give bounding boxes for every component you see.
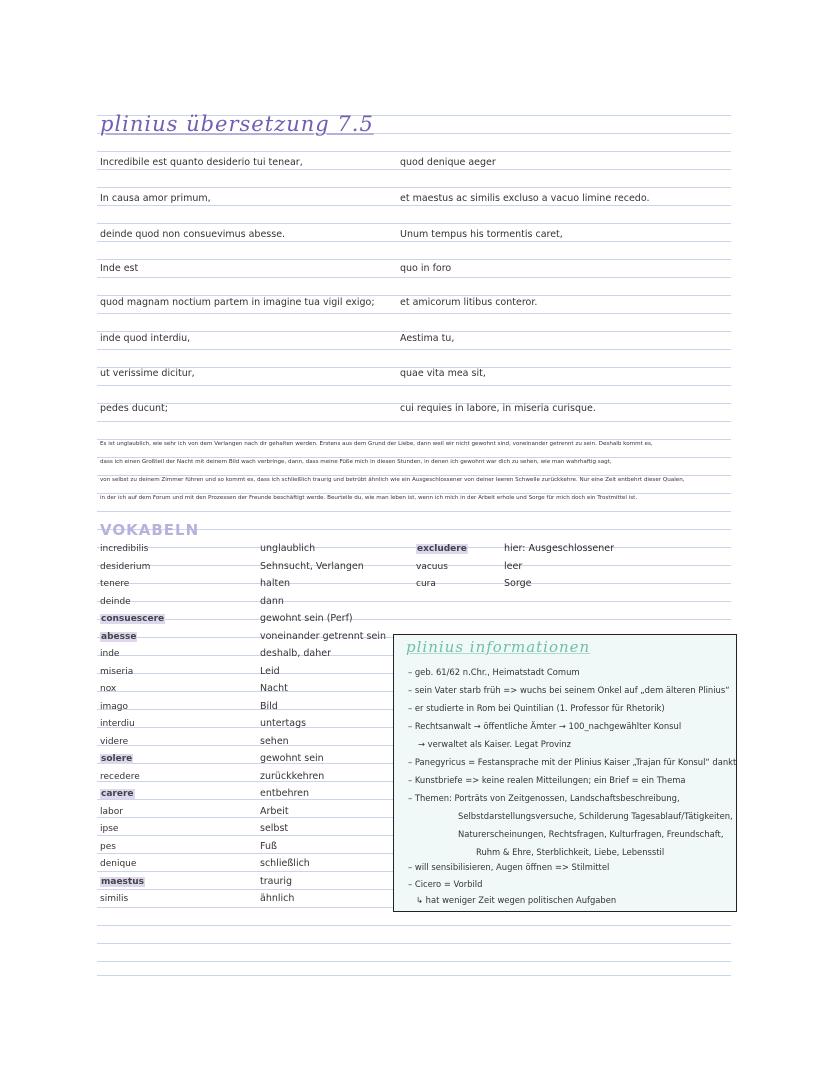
rule-line	[97, 439, 731, 440]
rule-line	[97, 583, 731, 584]
vocab-translation: schließlich	[260, 858, 310, 869]
rule-line	[97, 421, 731, 422]
info-line: Ruhm & Ehre, Sterblichkeit, Liebe, Lebensstil	[476, 847, 665, 857]
vocab-translation: traurig	[260, 876, 293, 887]
rule-line	[97, 619, 731, 620]
latin-line-left: quod magnam noctium partem in imagine tua vigil exigo;	[100, 297, 375, 308]
latin-line-right: et amicorum litibus conteror.	[400, 297, 538, 308]
vocab-translation: zurückkehren	[260, 771, 325, 782]
translation-line: in der ich auf dem Forum und mit den Prozessen der Freunde beschäftigt werde. Beurteile du, wie man leben ist, wenn ich mich in der Arbeit erhole und Sorge für mich doch ein Trostmittel ist.	[100, 495, 638, 501]
rule-line	[97, 601, 731, 602]
vocab-word: vacuus	[416, 562, 448, 572]
vocab-word: labor	[100, 807, 123, 817]
rule-line	[97, 925, 731, 926]
vocab-word: denique	[100, 859, 137, 869]
latin-line-left: Incredibile est quanto desiderio tui tenear,	[100, 157, 303, 168]
rule-line	[97, 457, 731, 458]
info-line: – Rechtsanwalt → öffentliche Ämter → 100_nachgewählter Konsul	[408, 721, 682, 731]
rule-line	[97, 277, 731, 278]
latin-line-left: Inde est	[100, 263, 139, 274]
info-line: – geb. 61/62 n.Chr., Heimatstadt Comum	[408, 667, 580, 677]
vocab-word: ipse	[100, 824, 119, 834]
latin-line-right: quod denique aeger	[400, 157, 496, 168]
latin-line-left: In causa amor primum,	[100, 193, 211, 204]
vocab-word: videre	[100, 737, 129, 747]
vocab-word: miseria	[100, 667, 134, 677]
latin-line-right: quae vita mea sit,	[400, 368, 486, 379]
vocab-translation: unglaublich	[260, 543, 316, 554]
latin-line-left: deinde quod non consuevimus abesse.	[100, 229, 286, 240]
rule-line	[97, 565, 731, 566]
vocab-translation: sehen	[260, 736, 289, 747]
vocab-word: deinde	[100, 597, 131, 607]
rule-line	[97, 151, 731, 152]
latin-line-right: cui requies in labore, in miseria curisque.	[400, 403, 596, 414]
rule-line	[97, 295, 731, 296]
info-line: Naturerscheinungen, Rechtsfragen, Kulturfragen, Freundschaft,	[458, 829, 724, 839]
latin-line-left: pedes ducunt;	[100, 403, 168, 414]
vocab-word: inde	[100, 649, 120, 659]
vocab-translation: untertags	[260, 718, 307, 729]
vocab-translation: leer	[504, 561, 523, 572]
rule-line	[97, 313, 731, 314]
latin-line-right: et maestus ac similis excluso a vacuo limine recedo.	[400, 193, 650, 204]
vocab-translation: selbst	[260, 823, 289, 834]
vocab-translation: hier: Ausgeschlossener	[504, 543, 614, 554]
vocab-translation: halten	[260, 578, 291, 589]
info-line: – sein Vater starb früh => wuchs bei seinem Onkel auf „dem älteren Plinius“	[408, 685, 730, 695]
vocab-word: consuescere	[101, 614, 165, 624]
rule-line	[97, 331, 731, 332]
rule-line	[97, 493, 731, 494]
info-line: → verwaltet als Kaiser. Legat Provinz	[418, 739, 572, 749]
info-line: – Panegyricus = Festansprache mit der Plinius Kaiser „Trajan für Konsul“ dankt	[408, 757, 737, 767]
rule-line	[97, 385, 731, 386]
vocab-translation: gewohnt sein (Perf)	[260, 613, 353, 624]
vocab-word: cura	[416, 579, 436, 589]
rule-line	[97, 349, 731, 350]
translation-line: Es ist unglaublich, wie sehr ich von dem Verlangen nach dir gehalten werden. Erstens aus dem Grund der Liebe, dann weil wir nicht gewohnt sind, voneinander getrennt zu sein. Deshalb kommt es,	[100, 441, 653, 447]
latin-line-left: ut verissime dicitur,	[100, 368, 195, 379]
vocab-word: imago	[100, 702, 129, 712]
rule-line	[97, 205, 731, 206]
vocab-translation: Sorge	[504, 578, 532, 589]
vocab-word: recedere	[100, 772, 140, 782]
vocab-translation: ähnlich	[260, 893, 295, 904]
latin-line-right: Unum tempus his tormentis caret,	[400, 229, 563, 240]
rule-line	[97, 975, 731, 976]
vocab-word: excludere	[417, 544, 467, 554]
info-line: – er studierte in Rom bei Quintilian (1. Professor für Rhetorik)	[408, 703, 665, 713]
vocab-word: abesse	[101, 632, 137, 642]
vocab-word: interdiu	[100, 719, 135, 729]
vocab-translation: Fuß	[260, 841, 277, 852]
vocab-word: carere	[101, 789, 134, 799]
vocab-word: incredibilis	[100, 544, 149, 554]
rule-line	[97, 961, 731, 962]
vocab-translation: Nacht	[260, 683, 288, 694]
info-line: – Cicero = Vorbild	[408, 879, 483, 889]
vocab-word: pes	[100, 842, 116, 852]
vocab-word: maestus	[101, 877, 144, 887]
vocab-translation: Leid	[260, 666, 280, 677]
vocab-word: tenere	[100, 579, 130, 589]
vocab-word: similis	[100, 894, 129, 904]
rule-line	[97, 187, 731, 188]
info-line: – will sensibilisieren, Augen öffnen => Stilmittel	[408, 862, 610, 872]
rule-line	[97, 241, 731, 242]
latin-line-right: Aestima tu,	[400, 333, 455, 344]
info-line: – Kunstbriefe => keine realen Mitteilungen; ein Brief = ein Thema	[408, 775, 686, 785]
info-line: – Themen: Porträts von Zeitgenossen, Landschaftsbeschreibung,	[408, 793, 680, 803]
rule-line	[97, 169, 731, 170]
page-title: plinius übersetzung 7.5	[100, 112, 374, 136]
vocab-word: nox	[100, 684, 117, 694]
vocab-translation: Bild	[260, 701, 278, 712]
vocab-word: desiderium	[100, 562, 151, 572]
vocab-translation: Sehnsucht, Verlangen	[260, 561, 364, 572]
rule-line	[97, 223, 731, 224]
latin-line-left: inde quod interdiu,	[100, 333, 191, 344]
vocab-translation: deshalb, daher	[260, 648, 331, 659]
vocab-translation: voneinander getrennt sein	[260, 631, 386, 642]
rule-line	[97, 943, 731, 944]
translation-line: von selbst zu deinem Zimmer führen und so kommt es, dass ich schließlich traurig und betrübt ähnlich wie ein Ausgeschlossener von deiner leeren Schwelle zurückkehre. Nur eine Zeit entbehrt dieser Qualen,	[100, 477, 685, 483]
rule-line	[97, 475, 731, 476]
info-line: ↳ hat weniger Zeit wegen politischen Aufgaben	[416, 895, 617, 905]
rule-line	[97, 511, 731, 512]
vocab-translation: gewohnt sein	[260, 753, 324, 764]
latin-line-right: quo in foro	[400, 263, 452, 274]
rule-line	[97, 547, 731, 548]
vocab-translation: dann	[260, 596, 284, 607]
vocab-word: solere	[101, 754, 133, 764]
info-line: Selbstdarstellungsversuche, Schilderung Tagesablauf/Tätigkeiten,	[458, 811, 733, 821]
rule-line	[97, 259, 731, 260]
vokabeln-heading: VOKABELN	[100, 521, 200, 539]
vocab-translation: entbehren	[260, 788, 310, 799]
vocab-translation: Arbeit	[260, 806, 289, 817]
info-title: plinius informationen	[406, 638, 591, 656]
translation-line: dass ich einen Großteil der Nacht mit deinem Bild wach verbringe, dann, dass meine Füße mich in diesen Stunden, in denen ich gewohnt war dich zu sehen, wie man wahrhaftig sagt,	[100, 459, 612, 465]
